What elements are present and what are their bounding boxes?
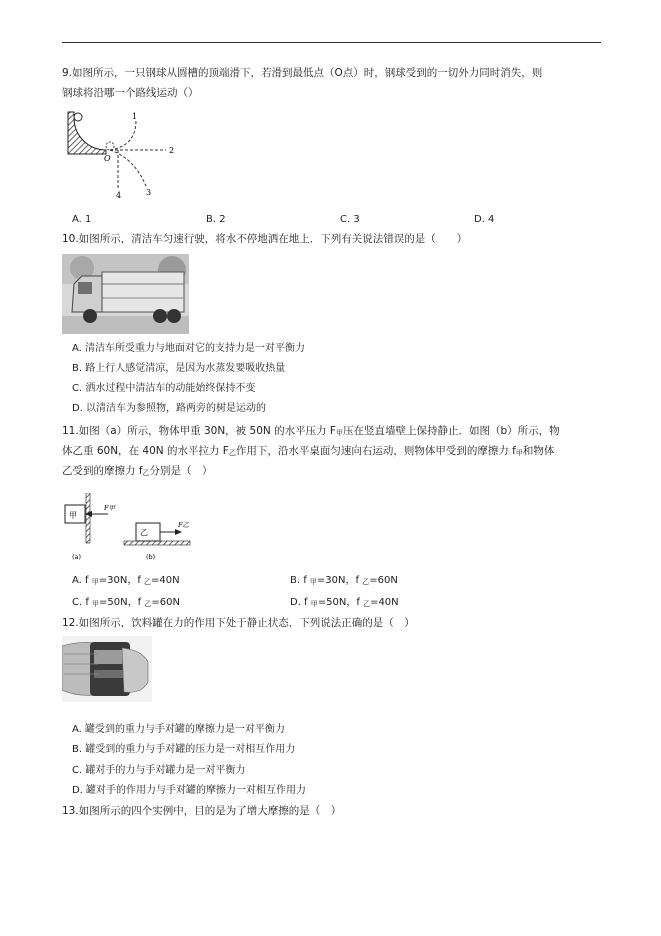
q9-path-3 — [110, 150, 146, 186]
q9-stem-line1: 9.如图所示，一只钢球从圆槽的顶端滑下，若滑到最低点（O点）时，钢球受到的一切外力同时消失，则 — [62, 67, 543, 79]
q10-option-c[interactable]: C. 洒水过程中清洁车的动能始终保持不变 — [72, 383, 256, 394]
q11-label-a: (a) — [72, 553, 82, 561]
q11-stem-line3: 乙受到的摩擦力 f乙分别是（ ） — [62, 465, 213, 477]
q11-wall — [86, 493, 90, 543]
q9-label-4: 4 — [116, 191, 122, 200]
q12-option-a[interactable]: A. 罐受到的重力与手对罐的摩擦力是一对平衡力 — [72, 724, 286, 735]
q9-stem-line2: 钢球将沿哪一个路线运动（） — [62, 87, 199, 99]
q9-label-2: 2 — [169, 146, 175, 155]
q12-option-c[interactable]: C. 罐对手的力与手对罐力是一对平衡力 — [72, 765, 246, 776]
q12-drink-can-photo — [62, 636, 152, 702]
q10-cleaning-truck-photo — [62, 254, 189, 334]
q12-option-b[interactable]: B. 罐受到的重力与手对罐的压力是一对相互作用力 — [72, 744, 296, 755]
q11-label-jia: 甲 — [69, 511, 77, 520]
q11-option-b[interactable]: B. f 甲=30N，f 乙=60N — [290, 575, 398, 586]
q10-option-b[interactable]: B. 路上行人感觉清凉，是因为水蒸发要吸收热量 — [72, 363, 286, 374]
q11-figure — [62, 493, 194, 563]
q9-label-1: 1 — [132, 112, 138, 121]
q11-label-f-jia: F甲 — [104, 504, 116, 512]
q11-label-b: (b) — [146, 553, 156, 561]
q10-option-a[interactable]: A. 清洁车所受重力与地面对它的支持力是一对平衡力 — [72, 343, 306, 354]
q11-table — [124, 541, 190, 545]
q11-option-a[interactable]: A. f 甲=30N，f 乙=40N — [72, 575, 180, 586]
q12-option-d[interactable]: D. 罐对手的作用力与手对罐的摩擦力一对相互作用力 — [72, 785, 307, 796]
q9-figure — [66, 110, 182, 200]
q11-label-yi: 乙 — [140, 528, 148, 537]
q9-ball-ghost — [106, 142, 114, 150]
q9-option-d[interactable]: D. 4 — [474, 214, 495, 225]
q11-stem-line1: 11.如图（a）所示，物体甲重 30N，被 50N 的水平压力 F甲压在竖直墙壁上保持静止．如图（b）所示，物 — [62, 425, 560, 437]
q9-label-origin: O — [104, 154, 111, 163]
header-rule — [62, 42, 601, 43]
q12-stem: 12.如图所示，饮料罐在力的作用下处于静止状态．下列说法正确的是（ ） — [62, 617, 415, 629]
q9-option-a[interactable]: A. 1 — [72, 214, 92, 225]
q9-ball — [74, 113, 82, 121]
q11-stem-line2: 体乙重 60N，在 40N 的水平拉力 F乙作用下，沿水平桌面匀速向右运动，则物体甲受到的摩擦力 f甲和物体 — [62, 445, 555, 457]
q10-option-d[interactable]: D. 以清洁车为参照物，路两旁的树是运动的 — [72, 403, 267, 414]
q11-option-c[interactable]: C. f 甲=50N，f 乙=60N — [72, 597, 180, 608]
q9-option-b[interactable]: B. 2 — [206, 214, 226, 225]
q9-label-3: 3 — [146, 188, 152, 197]
q9-option-c[interactable]: C. 3 — [340, 214, 360, 225]
q13-stem: 13.如图所示的四个实例中，目的是为了增大摩擦的是（ ） — [62, 805, 342, 817]
q10-stem: 10.如图所示，清洁车匀速行驶，将水不停地洒在地上．下列有关说法错误的是（ ） — [62, 233, 468, 245]
q11-option-d[interactable]: D. f 甲=50N，f 乙=40N — [290, 597, 399, 608]
q11-label-f-yi: F乙 — [178, 521, 190, 529]
